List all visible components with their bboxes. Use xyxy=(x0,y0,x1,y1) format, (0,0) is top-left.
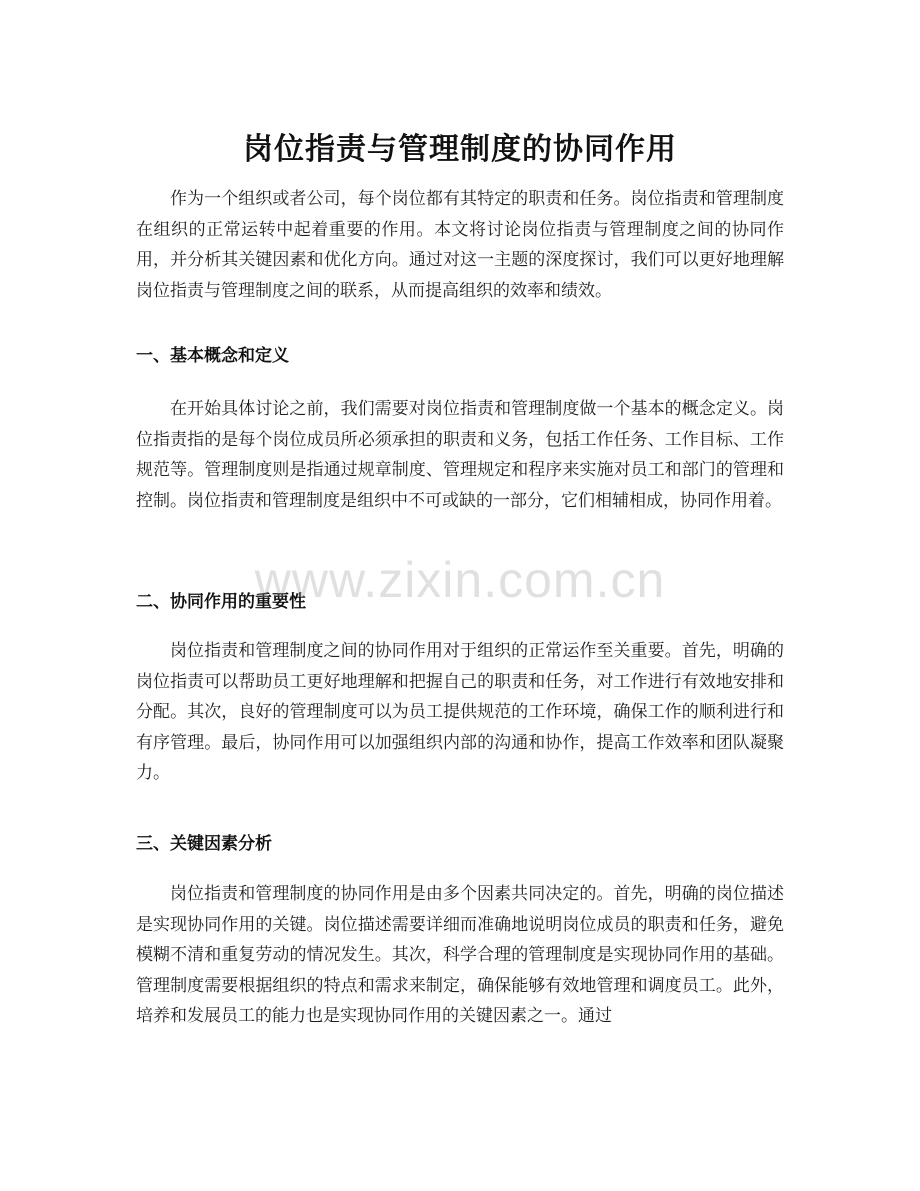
intro-paragraph: 作为一个组织或者公司，每个岗位都有其特定的职责和任务。岗位指责和管理制度在组织的正常运转中起着重要的作用。本文将讨论岗位指责与管理制度之间的协同作用，并分析其关键因素和优化方向。通过对这一主题的深度探讨，我们可以更好地理解岗位指责与管理制度之间的联系，从而提高组织的效率和绩效。 xyxy=(136,189,784,301)
page-title: 岗位指责与管理制度的协同作用 xyxy=(243,132,677,168)
section-heading-3: 三、关键因素分析 xyxy=(136,834,272,854)
section-body-1: 在开始具体讨论之前，我们需要对岗位指责和管理制度做一个基本的概念定义。岗位指责指的是每个岗位成员所必须承担的职责和义务，包括工作任务、工作目标、工作规范等。管理制度则是指通过规章制度、管理规定和程序来实施对员工和部门的管理和控制。岗位指责和管理制度是组织中不可或缺的一部分，它们相辅相成，协同作用着。 xyxy=(136,399,784,511)
section-heading-2: 二、协同作用的重要性 xyxy=(136,592,306,612)
watermark: www.zixin.com.cn xyxy=(254,552,666,608)
section-heading-1: 一、基本概念和定义 xyxy=(136,346,289,366)
section-body-2: 岗位指责和管理制度之间的协同作用对于组织的正常运作至关重要。首先，明确的岗位指责可以帮助员工更好地理解和把握自己的职责和任务，对工作进行有效地安排和分配。其次，良好的管理制度可以为员工提供规范的工作环境，确保工作的顺利进行和有序管理。最后，协同作用可以加强组织内部的沟通和协作，提高工作效率和团队凝聚力。 xyxy=(136,641,784,784)
section-body-3: 岗位指责和管理制度的协同作用是由多个因素共同决定的。首先，明确的岗位描述是实现协同作用的关键。岗位描述需要详细而准确地说明岗位成员的职责和任务，避免模糊不清和重复劳动的情况发生。其次，科学合理的管理制度是实现协同作用的基础。管理制度需要根据组织的特点和需求来制定，确保能够有效地管理和调度员工。此外，培养和发展员工的能力也是实现协同作用的关键因素之一。通过 xyxy=(136,884,784,1027)
